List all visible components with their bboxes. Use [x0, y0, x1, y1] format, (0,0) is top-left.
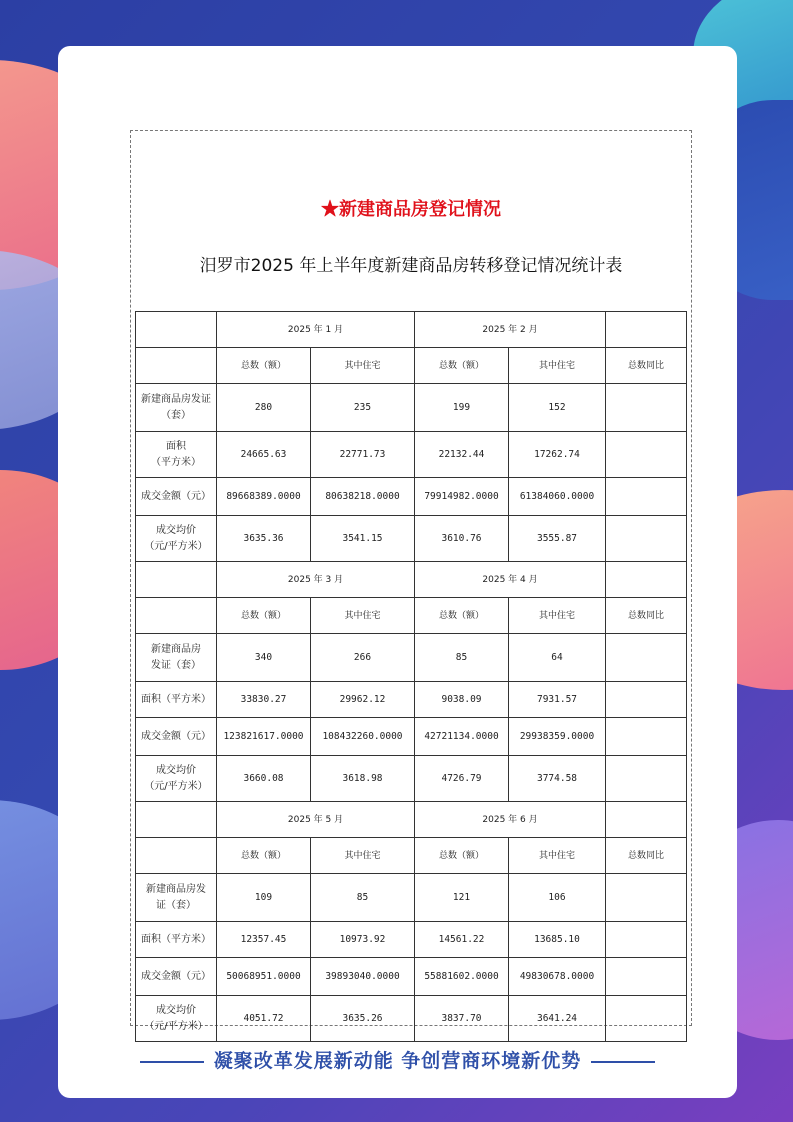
row-label: 新建商品房发 证（套） — [136, 874, 217, 922]
empty-cell — [136, 562, 217, 598]
yoy-cell — [606, 756, 687, 802]
row-label: 成交均价 （元/平方米） — [136, 756, 217, 802]
table-row — [136, 958, 687, 996]
value-cell: 22771.73 — [311, 432, 415, 478]
row-label: 面积（平方米） — [136, 682, 217, 718]
value-cell: 340 — [217, 634, 311, 682]
value-cell: 3618.98 — [311, 756, 415, 802]
slogan-text: 凝聚改革发展新动能 争创营商环境新优势 — [213, 1050, 582, 1072]
value-cell: 22132.44 — [415, 432, 509, 478]
yoy-cell — [606, 922, 687, 958]
value-cell: 4726.79 — [415, 756, 509, 802]
row-label: 面积（平方米） — [136, 922, 217, 958]
month-header-row — [136, 802, 687, 838]
value-cell: 3837.70 — [415, 996, 509, 1042]
yoy-cell — [606, 516, 687, 562]
value-cell: 3610.76 — [415, 516, 509, 562]
header-yoy: 总数同比 — [606, 598, 687, 634]
value-cell: 152 — [509, 384, 606, 432]
slogan-right-line — [591, 1061, 655, 1063]
value-cell: 3541.15 — [311, 516, 415, 562]
row-label: 新建商品房 发证（套） — [136, 634, 217, 682]
header-yoy: 总数同比 — [606, 348, 687, 384]
value-cell: 13685.10 — [509, 922, 606, 958]
yoy-cell — [606, 874, 687, 922]
value-cell: 121 — [415, 874, 509, 922]
value-cell: 89668389.0000 — [217, 478, 311, 516]
table-row — [136, 478, 687, 516]
value-cell: 29962.12 — [311, 682, 415, 718]
yoy-cell — [606, 384, 687, 432]
sub-header-row — [136, 598, 687, 634]
value-cell: 10973.92 — [311, 922, 415, 958]
section-title: ★新建商品房登记情况 — [321, 199, 501, 220]
yoy-cell — [606, 958, 687, 996]
month-header: 2025 年 3 月 — [217, 562, 415, 598]
value-cell: 85 — [311, 874, 415, 922]
yoy-cell — [606, 682, 687, 718]
value-cell: 61384060.0000 — [509, 478, 606, 516]
row-label: 成交金额（元） — [136, 718, 217, 756]
table-row — [136, 432, 687, 478]
table-row — [136, 634, 687, 682]
value-cell: 33830.27 — [217, 682, 311, 718]
content-card — [58, 46, 737, 1098]
value-cell: 3774.58 — [509, 756, 606, 802]
value-cell: 199 — [415, 384, 509, 432]
value-cell: 3660.08 — [217, 756, 311, 802]
month-header: 2025 年 4 月 — [415, 562, 606, 598]
header-total: 总数（额） — [415, 838, 509, 874]
value-cell: 123821617.0000 — [217, 718, 311, 756]
value-cell: 49830678.0000 — [509, 958, 606, 996]
value-cell: 235 — [311, 384, 415, 432]
empty-cell — [136, 312, 217, 348]
month-header: 2025 年 6 月 — [415, 802, 606, 838]
slogan-left-line — [140, 1061, 204, 1063]
header-total: 总数（额） — [217, 838, 311, 874]
value-cell: 12357.45 — [217, 922, 311, 958]
sub-header-row — [136, 348, 687, 384]
empty-cell — [136, 598, 217, 634]
header-residential: 其中住宅 — [509, 598, 606, 634]
value-cell: 266 — [311, 634, 415, 682]
table-row — [136, 922, 687, 958]
value-cell: 85 — [415, 634, 509, 682]
value-cell: 80638218.0000 — [311, 478, 415, 516]
value-cell: 3635.26 — [311, 996, 415, 1042]
row-label: 成交均价 （元/平方米） — [136, 516, 217, 562]
table-row — [136, 384, 687, 432]
value-cell: 14561.22 — [415, 922, 509, 958]
empty-cell — [136, 838, 217, 874]
yoy-cell — [606, 432, 687, 478]
sub-header-row — [136, 838, 687, 874]
value-cell: 79914982.0000 — [415, 478, 509, 516]
value-cell: 3555.87 — [509, 516, 606, 562]
row-label: 新建商品房发证（套） — [136, 384, 217, 432]
value-cell: 42721134.0000 — [415, 718, 509, 756]
row-label: 成交金额（元） — [136, 478, 217, 516]
empty-cell — [136, 348, 217, 384]
value-cell: 50068951.0000 — [217, 958, 311, 996]
header-residential: 其中住宅 — [509, 838, 606, 874]
dashed-frame — [130, 130, 692, 1032]
row-label: 面积 （平方米） — [136, 432, 217, 478]
slogan — [58, 1046, 737, 1073]
header-total: 总数（额） — [415, 348, 509, 384]
month-header-row — [136, 312, 687, 348]
empty-cell — [136, 802, 217, 838]
value-cell: 9038.09 — [415, 682, 509, 718]
header-residential: 其中住宅 — [311, 598, 415, 634]
yoy-cell — [606, 478, 687, 516]
value-cell: 64 — [509, 634, 606, 682]
table-row — [136, 874, 687, 922]
table-row — [136, 996, 687, 1042]
table-row — [136, 718, 687, 756]
month-header: 2025 年 2 月 — [415, 312, 606, 348]
empty-cell — [606, 562, 687, 598]
row-label: 成交金额（元） — [136, 958, 217, 996]
value-cell: 3641.24 — [509, 996, 606, 1042]
value-cell: 55881602.0000 — [415, 958, 509, 996]
table-title: 汨罗市2025 年上半年度新建商品房转移登记情况统计表 — [199, 256, 623, 276]
yoy-cell — [606, 996, 687, 1042]
month-header-row — [136, 562, 687, 598]
yoy-cell — [606, 634, 687, 682]
row-label: 成交均价 （元/平方米） — [136, 996, 217, 1042]
header-residential: 其中住宅 — [509, 348, 606, 384]
header-residential: 其中住宅 — [311, 838, 415, 874]
yoy-cell — [606, 718, 687, 756]
value-cell: 109 — [217, 874, 311, 922]
value-cell: 280 — [217, 384, 311, 432]
header-total: 总数（额） — [217, 348, 311, 384]
value-cell: 7931.57 — [509, 682, 606, 718]
month-header: 2025 年 5 月 — [217, 802, 415, 838]
header-yoy: 总数同比 — [606, 838, 687, 874]
value-cell: 108432260.0000 — [311, 718, 415, 756]
empty-cell — [606, 802, 687, 838]
header-residential: 其中住宅 — [311, 348, 415, 384]
value-cell: 24665.63 — [217, 432, 311, 478]
table-row — [136, 682, 687, 718]
table-row — [136, 516, 687, 562]
value-cell: 106 — [509, 874, 606, 922]
value-cell: 29938359.0000 — [509, 718, 606, 756]
table-row — [136, 756, 687, 802]
header-total: 总数（额） — [217, 598, 311, 634]
statistics-table — [135, 311, 687, 1042]
header-total: 总数（额） — [415, 598, 509, 634]
value-cell: 3635.36 — [217, 516, 311, 562]
value-cell: 4051.72 — [217, 996, 311, 1042]
month-header: 2025 年 1 月 — [217, 312, 415, 348]
value-cell: 17262.74 — [509, 432, 606, 478]
value-cell: 39893040.0000 — [311, 958, 415, 996]
empty-cell — [606, 312, 687, 348]
